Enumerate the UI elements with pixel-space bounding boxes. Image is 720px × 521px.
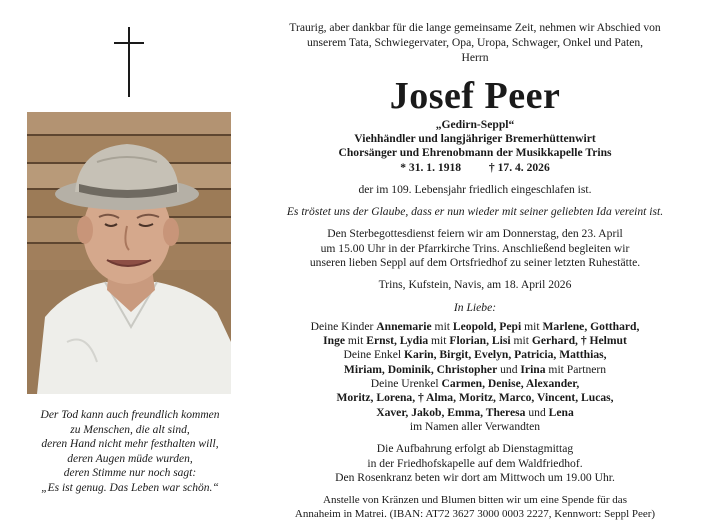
- quote-line: Der Tod kann auch freundlich kommen: [40, 409, 220, 421]
- place-date: Trins, Kufstein, Navis, am 18. April 2026: [378, 278, 572, 292]
- family-line: Deine Kinder Annemarie mit Leopold, Pepi mit Marlene, Gotthard,: [310, 319, 640, 333]
- in-liebe-label: In Liebe:: [453, 300, 497, 314]
- death-date: † 17. 4. 2026: [488, 160, 550, 174]
- age-line: der im 109. Lebensjahr friedlich eingeschlafen ist.: [358, 182, 592, 196]
- viewing-line: in der Friedhofskapelle auf dem Waldfriedhof.: [367, 456, 583, 470]
- life-dates: [250, 161, 700, 175]
- service-line: um 15.00 Uhr in der Pfarrkirche Trins. Anschließend begleiten wir: [320, 241, 630, 255]
- cross-icon: [114, 27, 144, 97]
- donation-line: Annaheim in Matrei. (IBAN: AT72 3627 3000 0003 2227, Kennwort: Seppl Peer): [294, 508, 656, 521]
- donation-info: [250, 493, 700, 521]
- service-info: [250, 227, 700, 270]
- viewing-line: Den Rosenkranz beten wir dort am Mittwoch um 19.00 Uhr.: [335, 470, 615, 484]
- family-line: Inge mit Ernst, Lydia mit Florian, Lisi mit Gerhard, † Helmut: [323, 334, 627, 348]
- deceased-name: Josef Peer: [389, 74, 561, 117]
- role-line: Viehhändler und langjähriger Bremerhüttenwirt: [354, 131, 596, 145]
- portrait-photo: [27, 112, 231, 394]
- donation-line: Anstelle von Kränzen und Blumen bitten wir um eine Spende für das: [323, 494, 627, 507]
- quote-line: zu Menschen, die alt sind,: [70, 423, 190, 436]
- viewing-info: [250, 442, 700, 485]
- family-line: Moritz, Lorena, † Alma, Moritz, Marco, Vincent, Lucas,: [336, 391, 614, 405]
- quote-line: deren Hand nicht mehr festhalten will,: [41, 438, 219, 451]
- comfort-line: Es tröstet uns der Glaube, dass er nun wieder mit seiner geliebten Ida vereint ist.: [286, 205, 664, 219]
- family-line: im Namen aller Verwandten: [409, 419, 541, 433]
- quote-line: „Es ist genug. Das Leben war schön.“: [41, 481, 219, 494]
- family-line: Deine Enkel Karin, Birgit, Evelyn, Patricia, Matthias,: [343, 348, 607, 362]
- quote-line: deren Augen müde wurden,: [67, 452, 193, 465]
- intro-line: Traurig, aber dankbar für die lange gemeinsame Zeit, nehmen wir Abschied von: [289, 21, 661, 34]
- quote-line: deren Stimme nur noch sagt:: [63, 467, 197, 480]
- viewing-line: Die Aufbahrung erfolgt ab Dienstagmittag: [376, 442, 574, 456]
- intro-line: Herrn: [461, 51, 489, 65]
- obituary-text: [250, 20, 700, 521]
- farewell-quote: [10, 408, 250, 496]
- birth-date: * 31. 1. 1918: [400, 160, 462, 174]
- family-list: [250, 320, 700, 434]
- nickname: „Gedirn-Seppl“: [435, 117, 515, 131]
- family-line: Miriam, Dominik, Christopher und Irina mit Partnern: [343, 362, 607, 376]
- family-line: Deine Urenkel Carmen, Denise, Alexander,: [370, 377, 580, 391]
- intro-text: [250, 20, 700, 66]
- service-line: Den Sterbegottesdienst feiern wir am Donnerstag, den 23. April: [327, 227, 623, 241]
- role-line: Chorsänger und Ehrenobmann der Musikkapelle Trins: [338, 146, 612, 160]
- intro-line: unserem Tata, Schwiegervater, Opa, Uropa, Schwager, Onkel und Paten,: [306, 36, 644, 50]
- family-line: Xaver, Jakob, Emma, Theresa und Lena: [376, 405, 574, 419]
- service-line: unseren lieben Seppl auf dem Ortsfriedhof zu seiner letzten Ruhestätte.: [309, 255, 641, 269]
